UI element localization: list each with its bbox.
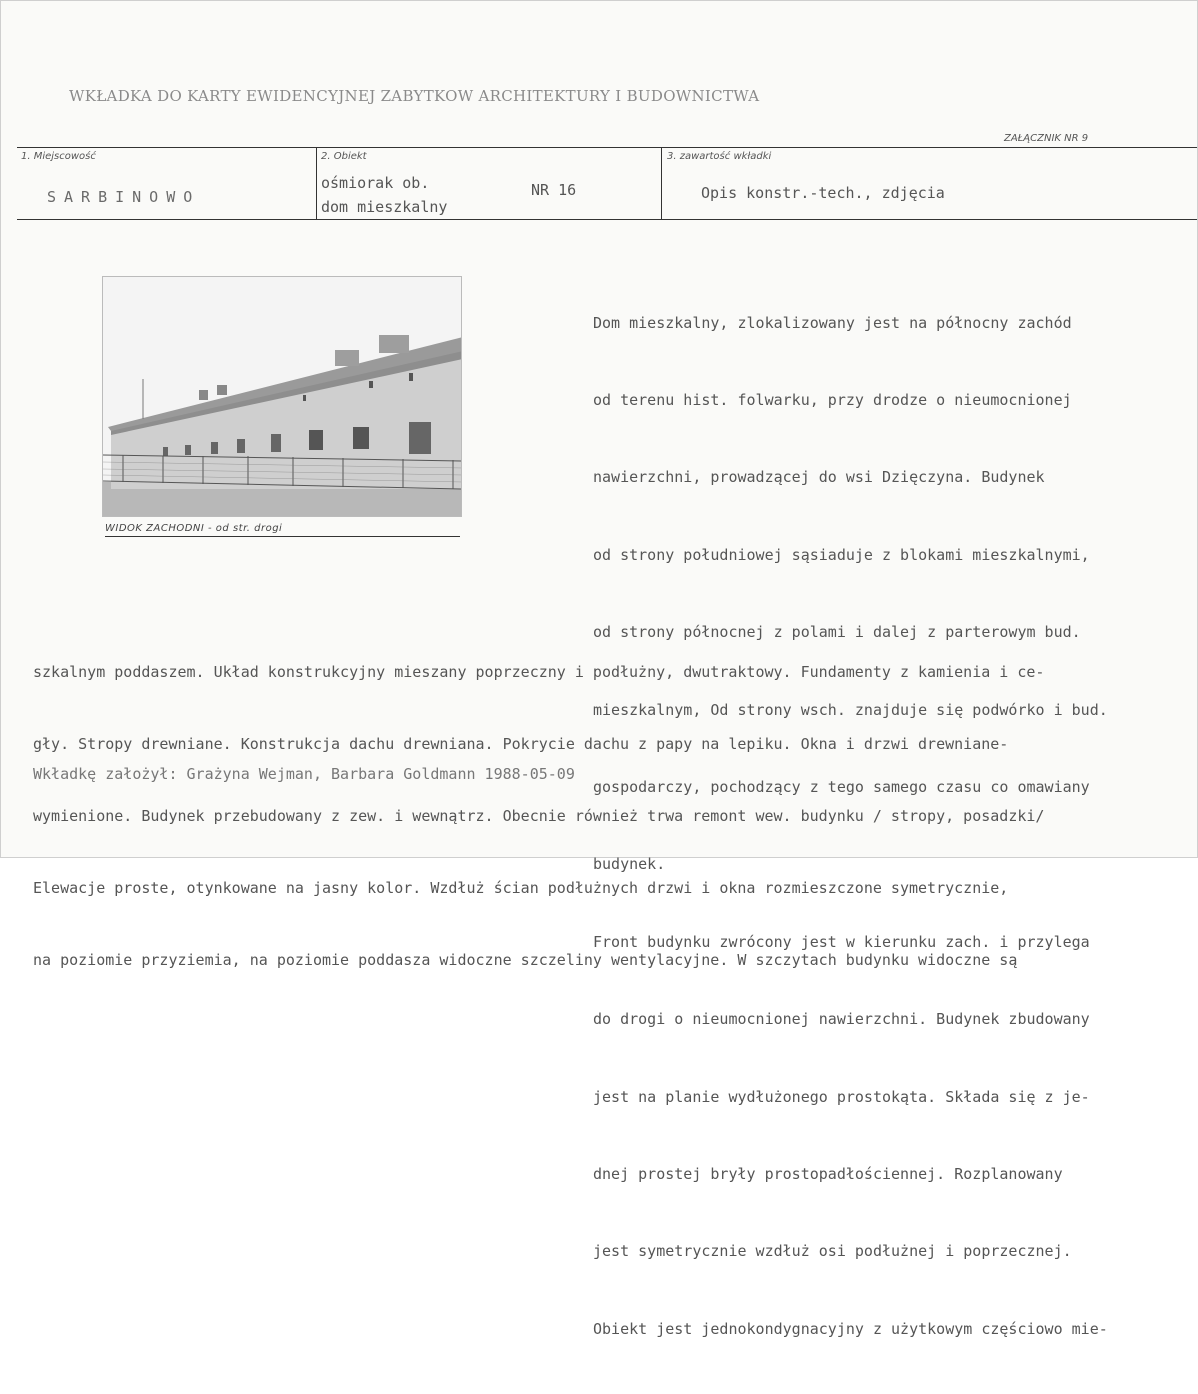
object-line-2: dom mieszkalny xyxy=(321,198,448,216)
attachment-number: ZAŁĄCZNIK NR 9 xyxy=(1004,133,1089,144)
description-line: budynek. xyxy=(593,855,666,874)
description-line: od terenu hist. folwarku, przy drodze o nieumocnionej xyxy=(593,390,1072,409)
description-line: szkalnym poddaszem. Układ konstrukcyjny mieszany poprzeczny i podłużny, dwutraktowy. Fundamenty z kamienia i ce- xyxy=(33,663,1045,681)
description-line: dnej prostej bryły prostopadłościennej. Rozplanowany xyxy=(593,1164,1063,1183)
description-full-width xyxy=(33,612,1193,1020)
description-line: wymienione. Budynek przebudowany z zew. i wewnątrz. Obecnie również trwa remont wew. budynku / stropy, posadzki/ xyxy=(33,807,1045,825)
location-value: SARBINOWO xyxy=(47,188,201,206)
description-line: nawierzchni, prowadzącej do wsi Dzięczyna. Budynek xyxy=(593,468,1045,487)
description-line: jest na planie wydłużonego prostokąta. Składa się z je- xyxy=(593,1087,1090,1106)
description-line: od strony północnej z polami i dalej z parterowym bud. xyxy=(593,623,1081,642)
description-line: jest symetrycznie wzdłuż osi podłużnej i poprzecznej. xyxy=(593,1242,1072,1261)
object-line-1: ośmiorak ob. xyxy=(321,174,430,192)
description-line: gospodarczy, pochodzący z tego samego czasu co omawiany xyxy=(593,777,1090,796)
description-line: gły. Stropy drewniane. Konstrukcja dachu drewniana. Pokrycie dachu z papy na lepiku. Okna i drzwi drewniane- xyxy=(33,735,1009,753)
contents-value: Opis konstr.-tech., zdjęcia xyxy=(701,184,945,202)
table-divider-2 xyxy=(661,147,662,219)
object-label: 2. Obiekt xyxy=(321,151,367,162)
description-line: Elewacje proste, otynkowane na jasny kolor. Wzdłuż ścian podłużnych drzwi i okna rozmieszczone symetrycznie, xyxy=(33,879,1009,897)
table-top-line xyxy=(17,147,1197,148)
document-title: WKŁADKA DO KARTY EWIDENCYJNEJ ZABYTKOW ARCHITEKTURY I BUDOWNICTWA xyxy=(69,87,760,105)
description-line: Obiekt jest jednokondygnacyjny z użytkowym częściowo mie- xyxy=(593,1319,1108,1338)
description-line: od strony południowej sąsiaduje z blokami mieszkalnymi, xyxy=(593,545,1090,564)
footer-author: Wkładkę założył: Grażyna Wejman, Barbara Goldmann 1988-05-09 xyxy=(33,765,575,783)
object-number: NR 16 xyxy=(531,181,577,199)
building-photo-image xyxy=(103,277,462,517)
description-line: do drogi o nieumocnionej nawierzchni. Budynek zbudowany xyxy=(593,1010,1090,1029)
contents-label: 3. zawartość wkładki xyxy=(667,151,772,162)
description-line: mieszkalnym, Od strony wsch. znajduje się podwórko i bud. xyxy=(593,700,1108,719)
description-line: na poziomie przyziemia, na poziomie poddasza widoczne szczeliny wentylacyjne. W szczytach budynku widoczne są xyxy=(33,951,1018,969)
location-label: 1. Miejscowość xyxy=(21,151,96,162)
building-photo xyxy=(102,276,462,517)
description-line: Front budynku zwrócony jest w kierunku zach. i przylega xyxy=(593,932,1090,951)
description-line: Dom mieszkalny, zlokalizowany jest na północny zachód xyxy=(593,313,1072,332)
photo-caption: WIDOK ZACHODNI - od str. drogi xyxy=(105,523,460,537)
table-divider-1 xyxy=(316,147,317,219)
table-bottom-line xyxy=(17,219,1197,220)
